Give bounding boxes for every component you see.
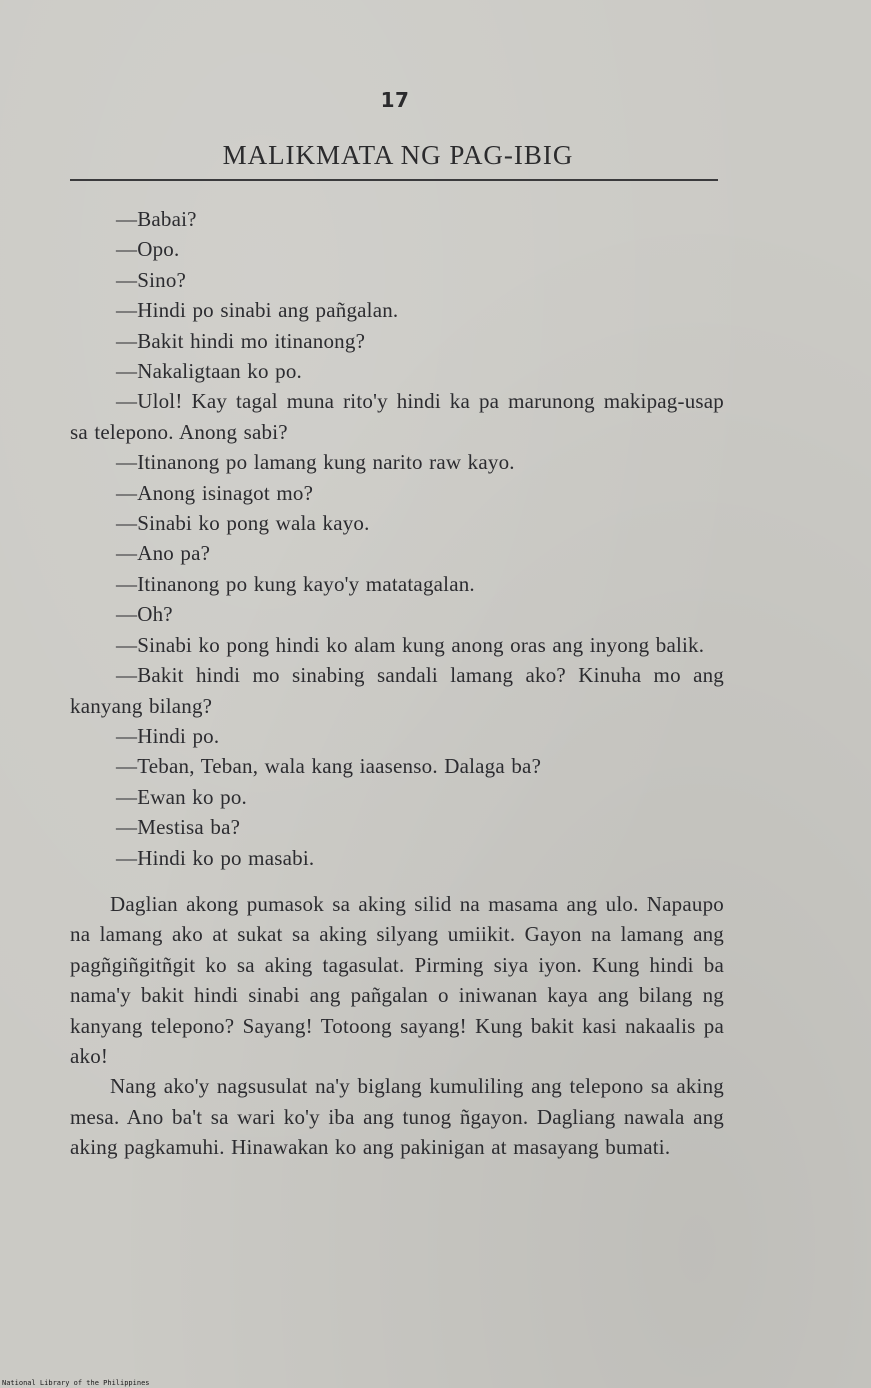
dialogue-line: —Sinabi ko pong hindi ko alam kung anong oras ang inyong balik. — [116, 632, 705, 657]
dialogue-line: —Hindi po. — [116, 723, 220, 748]
title-divider — [70, 179, 718, 181]
chapter-title: MALIKMATA NG PAG-IBIG — [222, 140, 574, 170]
dialogue-line: —Sinabi ko pong wala kayo. — [116, 511, 370, 536]
dialogue-line: —Oh? — [116, 602, 173, 627]
dialogue-line: —Opo. — [116, 237, 180, 262]
dialogue-line: —Hindi ko po masabi. — [116, 845, 315, 870]
dialogue-line: —Teban, Teban, wala kang iaasenso. Dalaga ba? — [116, 754, 542, 779]
narrative-paragraph: Nang ako'y nagsusulat na'y biglang kumuliling ang telepono sa aking mesa. Ano ba't sa wari ko'y iba ang tunog ñgayon. Dagliang nawala ang aking pagkamuhi. Hinawakan ko ang pakinigan at masayang bumati. — [70, 1074, 724, 1160]
dialogue-line: —Anong isinagot mo? — [116, 480, 314, 505]
dialogue-line: —Ulol! Kay tagal muna rito'y hindi ka pa marunong makipag-usap sa telepono. Anong sabi? — [70, 389, 724, 444]
dialogue-line: —Ano pa? — [116, 541, 211, 566]
page-number: 17 — [380, 88, 410, 112]
page-text — [70, 204, 724, 1163]
library-credit: National Library of the Philippines — [2, 1379, 150, 1387]
dialogue-line: —Itinanong po kung kayo'y matatagalan. — [116, 571, 475, 596]
dialogue-line: —Hindi po sinabi ang pañgalan. — [116, 298, 399, 323]
dialogue-line: —Bakit hindi mo sinabing sandali lamang ako? Kinuha mo ang kanyang bilang? — [70, 663, 724, 718]
dialogue-line: —Sino? — [116, 267, 187, 292]
dialogue-line: —Itinanong po lamang kung narito raw kayo. — [116, 450, 515, 475]
dialogue-line: —Bakit hindi mo itinanong? — [116, 328, 366, 353]
dialogue-line: —Mestisa ba? — [116, 815, 241, 840]
dialogue-line: —Nakaligtaan ko po. — [116, 359, 303, 384]
dialogue-line: —Babai? — [116, 207, 197, 231]
narrative-paragraph: Daglian akong pumasok sa aking silid na masama ang ulo. Napaupo na lamang ako at sukat sa aking silyang umiikit. Gayon na lamang ang pagñgiñgitñgit ko sa aking tagasulat. Pirming siya iyon. Kung hindi ba nama'y bakit hindi sinabi ang pañgalan o iniwanan kaya ang bilang ng kanyang telepono? Sayang! Totoong sayang! Kung bakit kasi nakaalis pa ako! — [70, 891, 724, 1068]
dialogue-line: —Ewan ko po. — [116, 784, 247, 809]
